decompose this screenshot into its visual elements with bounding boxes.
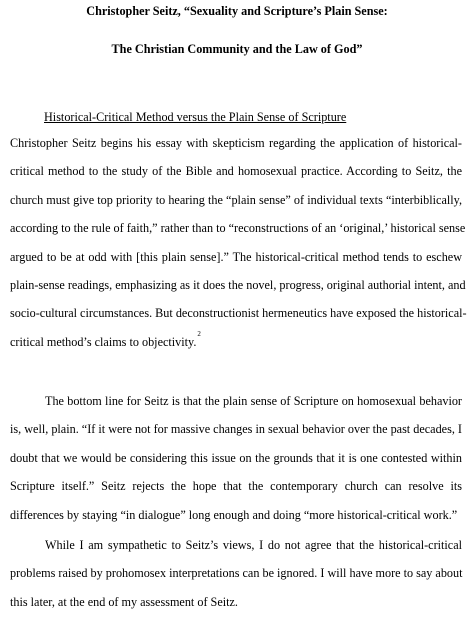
paragraph-2-line: Scripture itself.” Seitz rejects the hope that the contemporary church can resolve its bbox=[10, 479, 462, 494]
paragraph-2 bbox=[10, 393, 462, 535]
paragraph-3-line: this later, at the end of my assessment of Seitz. bbox=[10, 594, 238, 609]
paragraph-2-line: is, well, plain. “If it were not for massive changes in sexual behavior over the past decades, I bbox=[10, 422, 462, 437]
paragraph-1 bbox=[10, 135, 467, 362]
paragraph-2-line: differences by staying “in dialogue” long enough and doing “more historical-critical work.” bbox=[10, 507, 458, 522]
paragraph-2-line: The bottom line for Seitz is that the plain sense of Scripture on homosexual behavior bbox=[45, 394, 462, 408]
paragraph-3 bbox=[10, 537, 462, 622]
paragraph-3-line: problems raised by prohomosex interpretations can be ignored. I will have more to say about bbox=[10, 566, 463, 581]
paragraph-3-line: While I am sympathetic to Seitz’s views, I do not agree that the historical-critical bbox=[45, 538, 462, 552]
document-title-line-1: Christopher Seitz, “Sexuality and Scripture’s Plain Sense: bbox=[86, 4, 388, 18]
footnote-marker[interactable]: 2 bbox=[197, 329, 201, 338]
document-title-line-2: The Christian Community and the Law of God” bbox=[111, 42, 363, 56]
paragraph-1-line: Christopher Seitz begins his essay with skepticism regarding the application of historical- bbox=[10, 136, 462, 150]
paragraph-1-line: plain-sense readings, emphasizing as it does the novel, progress, original authorial intent, and bbox=[10, 277, 466, 292]
paragraph-1-line: according to the rule of faith,” rather than to “reconstructions of an ‘original,’ historical sense bbox=[10, 221, 466, 236]
paragraph-1-line: socio-cultural circumstances. But deconstructionist hermeneutics have exposed the historical- bbox=[10, 306, 467, 321]
paragraph-1-line: church must give top priority to hearing the “plain sense” of individual texts “interbiblically, bbox=[10, 192, 462, 207]
paragraph-2-line: doubt that we would be considering this issue on the grounds that it is one contested within bbox=[10, 450, 462, 465]
paragraph-1-line: critical method to the study of the Bible and homosexual practice. According to Seitz, the bbox=[10, 164, 462, 179]
paragraph-1-line-text: critical method’s claims to objectivity. bbox=[10, 334, 197, 349]
paragraph-1-line: argued to be at odd with [this plain sense].” The historical-critical method tends to eschew bbox=[10, 249, 462, 264]
section-subheading: Historical-Critical Method versus the Plain Sense of Scripture bbox=[44, 110, 347, 124]
paragraph-1-last-line bbox=[10, 329, 462, 362]
